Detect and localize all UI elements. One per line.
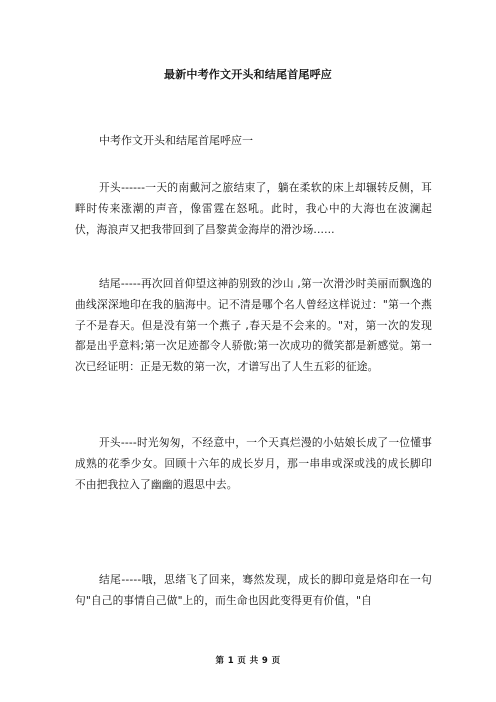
- document-title: 最新中考作文开头和结尾首尾呼应: [164, 68, 332, 81]
- paragraph-ending-2: 结尾-----哦，思绪飞了回来，骞然发现，成长的脚印竟是烙印在一句句"自己的事情自己做"上的，而生命也因此变得更有价值，"自: [75, 573, 432, 607]
- paragraph-ending-1: 结尾-----再次回首仰望这神韵别致的沙山 ,第一次滑沙时美丽而飘逸的曲线深深地印在我的脑海中。记不清是哪个名人曾经这样说过："第一个燕子不是春天。但是没有第一个燕子 ,春天是不会来的。"对，第一次的发现都是出乎意料;第一次足迹都令人骄傲;第一次成功的微笑都是新感觉。第一次已经证明：正是无数的第一次，才谱写出了人生五彩的征途。: [75, 277, 432, 374]
- paragraph-opening-2: 开头----时光匆匆，不经意中，一个天真烂漫的小姑娘长成了一位懂事成熟的花季少女。回顾十六年的成长岁月，那一串串或深或浅的成长脚印不由把我拉入了幽幽的遐思中去。: [75, 436, 432, 491]
- paragraph-opening-1: 开头------一天的南戴河之旅结束了，躺在柔软的床上却辗转反侧，耳畔时传来涨潮的声音，像雷霆在怒吼。此时，我心中的大海也在波澜起伏，海浪声又把我带回到了昌黎黄金海岸的滑沙场......: [75, 181, 432, 236]
- section-heading: 中考作文开头和结尾首尾呼应一: [99, 134, 253, 147]
- page-number-footer: 第 1 页 共 9 页: [215, 656, 281, 666]
